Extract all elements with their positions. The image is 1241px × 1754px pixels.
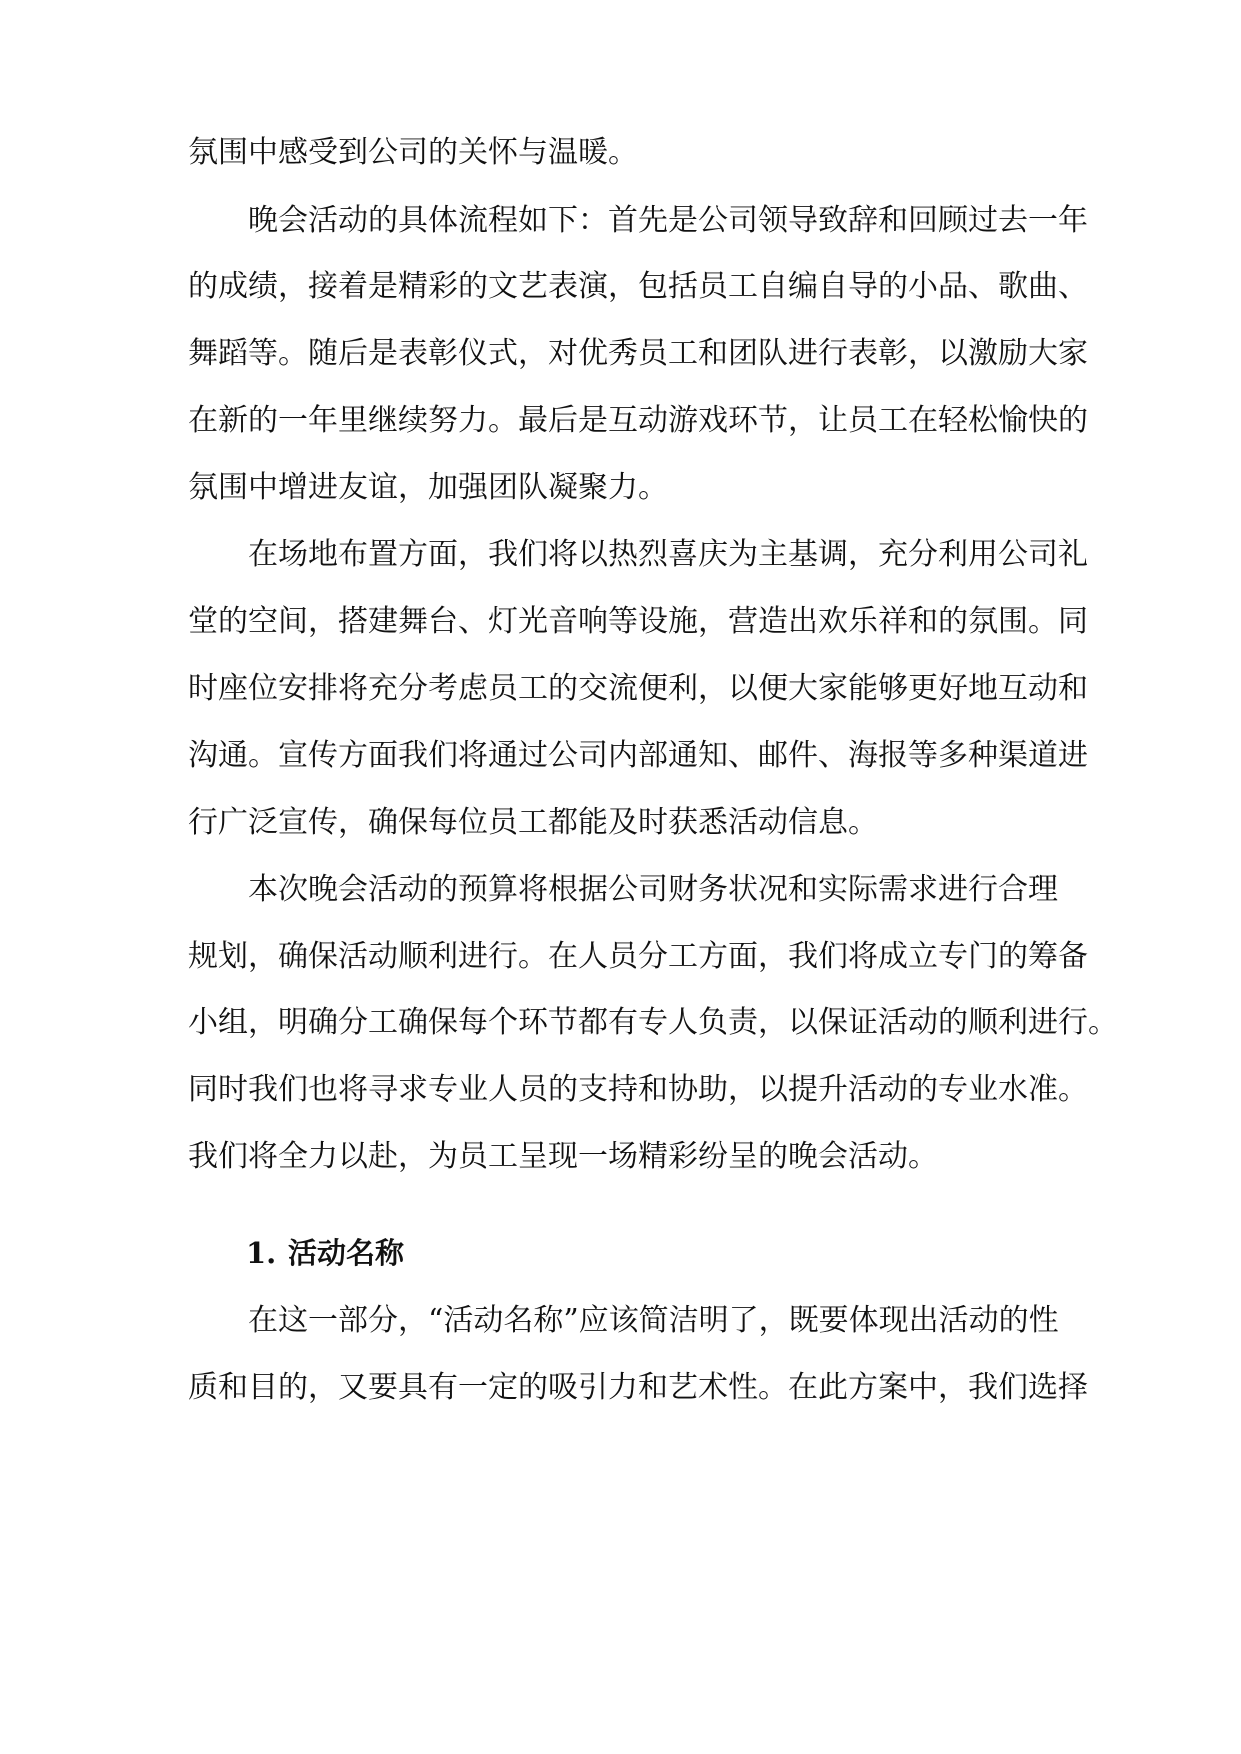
paragraph-line: 本次晚会活动的预算将根据公司财务状况和实际需求进行合理 [248, 872, 1058, 907]
paragraph-line: 在场地布置方面，我们将以热烈喜庆为主基调，充分利用公司礼 [248, 537, 1088, 572]
paragraph-line: 同时我们也将寻求专业人员的支持和协助，以提升活动的专业水准。 [188, 1072, 1088, 1107]
paragraph-line: 的成绩，接着是精彩的文艺表演，包括员工自编自导的小品、歌曲、 [188, 269, 1088, 304]
paragraph-line: 沟通。宣传方面我们将通过公司内部通知、邮件、海报等多种渠道进 [188, 738, 1088, 773]
paragraph-line: 质和目的，又要具有一定的吸引力和艺术性。在此方案中，我们选择 [188, 1370, 1088, 1405]
paragraph-line: 在新的一年里继续努力。最后是互动游戏环节，让员工在轻松愉快的 [188, 403, 1088, 438]
paragraph-line: 在这一部分，“活动名称”应该简洁明了，既要体现出活动的性 [248, 1303, 1059, 1338]
paragraph-line: 小组，明确分工确保每个环节都有专人负责，以保证活动的顺利进行。 [188, 1005, 1118, 1040]
paragraph-line: 时座位安排将充分考虑员工的交流便利，以便大家能够更好地互动和 [188, 671, 1088, 706]
section-number: 1. [246, 1236, 277, 1270]
paragraph-line: 舞蹈等。随后是表彰仪式，对优秀员工和团队进行表彰，以激励大家 [188, 336, 1088, 371]
paragraph-line: 堂的空间，搭建舞台、灯光音响等设施，营造出欢乐祥和的氛围。同 [188, 604, 1088, 639]
section-heading [246, 1234, 404, 1272]
section-title: 活动名称 [288, 1236, 405, 1270]
paragraph-line: 晚会活动的具体流程如下：首先是公司领导致辞和回顾过去一年 [248, 203, 1088, 238]
paragraph-line: 行广泛宣传，确保每位员工都能及时获悉活动信息。 [188, 805, 878, 840]
paragraph-line: 氛围中增进友谊，加强团队凝聚力。 [188, 470, 668, 505]
paragraph-line: 我们将全力以赴，为员工呈现一场精彩纷呈的晚会活动。 [188, 1139, 938, 1174]
paragraph-line: 氛围中感受到公司的关怀与温暖。 [188, 135, 638, 170]
paragraph-line: 规划，确保活动顺利进行。在人员分工方面，我们将成立专门的筹备 [188, 939, 1088, 974]
